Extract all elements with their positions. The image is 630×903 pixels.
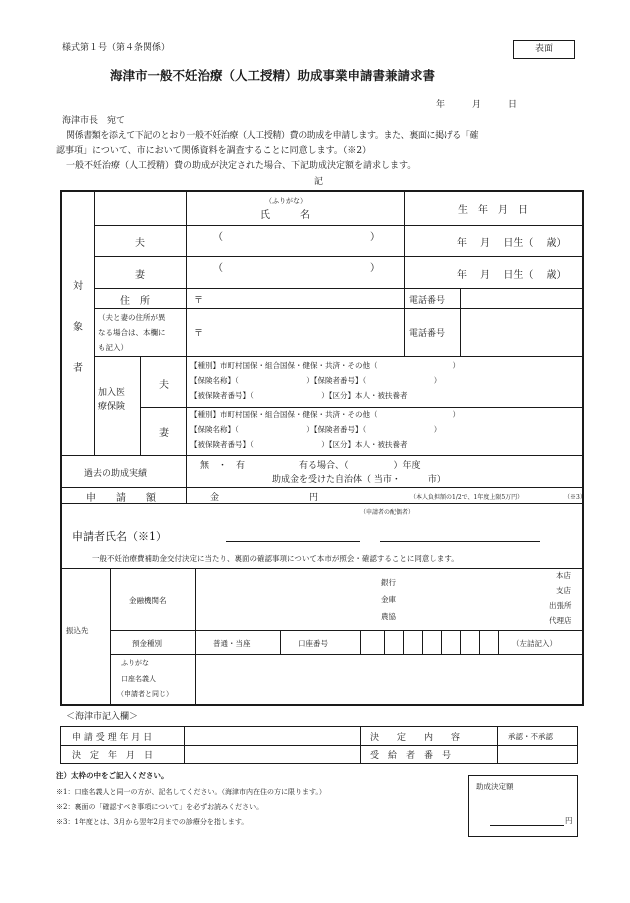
note-1: ※1：口座名義人と同一の方が、記名してください。（海津市内在住の方に限ります。） [56,788,326,796]
account-number-label: 口座番号 [298,639,328,648]
header-birth: 生 年 月 日 [458,205,528,216]
address-postal: 〒 [194,296,204,306]
applicant-signature-line[interactable] [226,541,360,542]
approval-label: 承認・不承認 [508,732,553,741]
husband-ins-number: 【被保険者番号】（ ）【区分】本人・被扶養者 [190,391,408,400]
diff-address-phone: 電話番号 [409,329,446,339]
subject-label-3: 者 [73,363,83,374]
past-grant-line2: 助成金を受けた自治体（ 当市・ 市） [272,475,446,485]
date-day: 日 [508,100,518,110]
grant-amount-label: 助成決定額 [476,782,514,791]
husband-ins-name: 【保険名称】（ ）【保険者番号】（ ） [190,376,442,385]
transfer-label: 振込先 [66,626,89,635]
addressee: 海津市長 宛て [62,116,126,126]
bank-type-1: 銀行 [381,578,396,587]
decision-content-label: 決 定 内 容 [370,733,461,743]
account-type-value: 普通・当座 [213,639,251,648]
amount-ref: （※3） [564,494,586,501]
wife-ins-type: 【種別】市町村国保・組合国保・健保・共済・その他（ ） [190,410,460,419]
holder-furigana: ふりがな [121,659,149,667]
amount-note: （本人負担額の1/2で、1年度上限5万円） [410,494,524,501]
insurance-wife-label: 妻 [159,428,169,439]
left-align-note: （左詰記入） [512,639,557,648]
header-furigana: （ふりがな） [265,197,307,205]
date-year: 年 [436,100,446,110]
past-grant-line1: 無 ・ 有 有る場合、（ ）年度 [200,461,421,471]
husband-ins-type: 【種別】市町村国保・組合国保・健保・共済・その他（ ） [190,361,460,370]
past-grant-label: 過去の助成実績 [84,469,148,479]
insurance-label-1: 加入医 [98,388,126,398]
branch-type-4: 代理店 [549,616,572,625]
wife-furigana-open: （ [213,263,223,274]
amount-label: 申 請 額 [86,493,156,504]
header-name: 氏 名 [260,210,310,221]
diff-address-note-1: （夫と妻の住所が異 [98,313,166,322]
office-section-title: ＜海津市記入欄＞ [66,712,139,722]
wife-ins-number: 【被保険者番号】（ ）【区分】本人・被扶養者 [190,440,408,449]
address-phone: 電話番号 [409,296,446,306]
para1-line1: 関係書類を添えて下記のとおり一般不妊治療（人工授精）費の助成を申請します。また、裏面に掲げる「確 [66,131,479,141]
form-number: 様式第１号（第４条関係） [62,43,171,53]
form-title: 海津市一般不妊治療（人工授精）助成事業申請書兼請求書 [110,68,436,83]
applicant-name-label: 申請者氏名（※1） [72,530,167,543]
holder-same-note: （申請者と同じ） [117,690,173,698]
grant-amount-line[interactable] [490,825,564,826]
wife-ins-name: 【保険名称】（ ）【保険者番号】（ ） [190,425,442,434]
notes-title: 注）太枠の中をご記入ください。 [56,771,169,780]
branch-type-2: 支店 [556,586,571,595]
date-month: 月 [472,100,482,110]
subject-label-2: 象 [73,322,83,333]
husband-birth: 年 月 日生（ 歳） [457,238,567,249]
insurance-label-2: 療保険 [98,402,126,412]
recipient-number-label: 受 給 者 番 号 [370,751,452,761]
consent-text: 一般不妊治療費補助金交付決定に当たり、裏面の確認事項について本市が照会・確認することに同意します。 [92,554,459,563]
applicant-signature-line-2[interactable] [380,541,540,542]
wife-label: 妻 [135,270,145,281]
received-date-label: 申 請 受 理 年 月 日 [72,733,153,743]
account-type-label: 預金種別 [132,639,162,648]
diff-address-postal: 〒 [194,329,204,339]
husband-furigana-close: ） [370,232,380,243]
para1-line2: 認事項」について、市において関係資料を調査することに同意します。（※2） [56,146,372,156]
wife-birth: 年 月 日生（ 歳） [457,270,567,281]
husband-label: 夫 [135,238,145,249]
branch-type-3: 出張所 [549,601,572,610]
para2: 一般不妊治療（人工授精）費の助成が決定された場合、下記助成決定額を請求します。 [66,161,417,171]
diff-address-note-3: も記入） [98,343,128,352]
insurance-husband-label: 夫 [159,380,169,391]
ki-label: 記 [314,177,324,187]
grant-amount-unit: 円 [565,816,573,825]
husband-furigana-open: （ [213,232,223,243]
side-label-box: 表面 [513,40,575,59]
bank-type-3: 農協 [381,612,396,621]
decision-date-label: 決 定 年 月 日 [72,751,154,761]
note-3: ※3：1年度とは、3月から翌年2月までの診療分を指します。 [56,818,249,826]
address-label: 住 所 [120,296,150,307]
diff-address-note-2: なる場合は、本欄に [98,328,166,337]
note-2: ※2：裏面の「確認すべき事項について」を必ずお読みください。 [56,803,264,811]
bank-type-2: 金庫 [381,595,396,604]
branch-type-1: 本店 [556,571,571,580]
amount-yen: 金 円 [210,493,319,503]
applicant-spouse-note: （申請者の配偶者） [360,509,415,516]
bank-name-label: 金融機関名 [129,596,167,605]
subject-label-1: 対 [73,281,83,292]
wife-furigana-close: ） [370,263,380,274]
holder-name-label: 口座名義人 [121,675,156,683]
